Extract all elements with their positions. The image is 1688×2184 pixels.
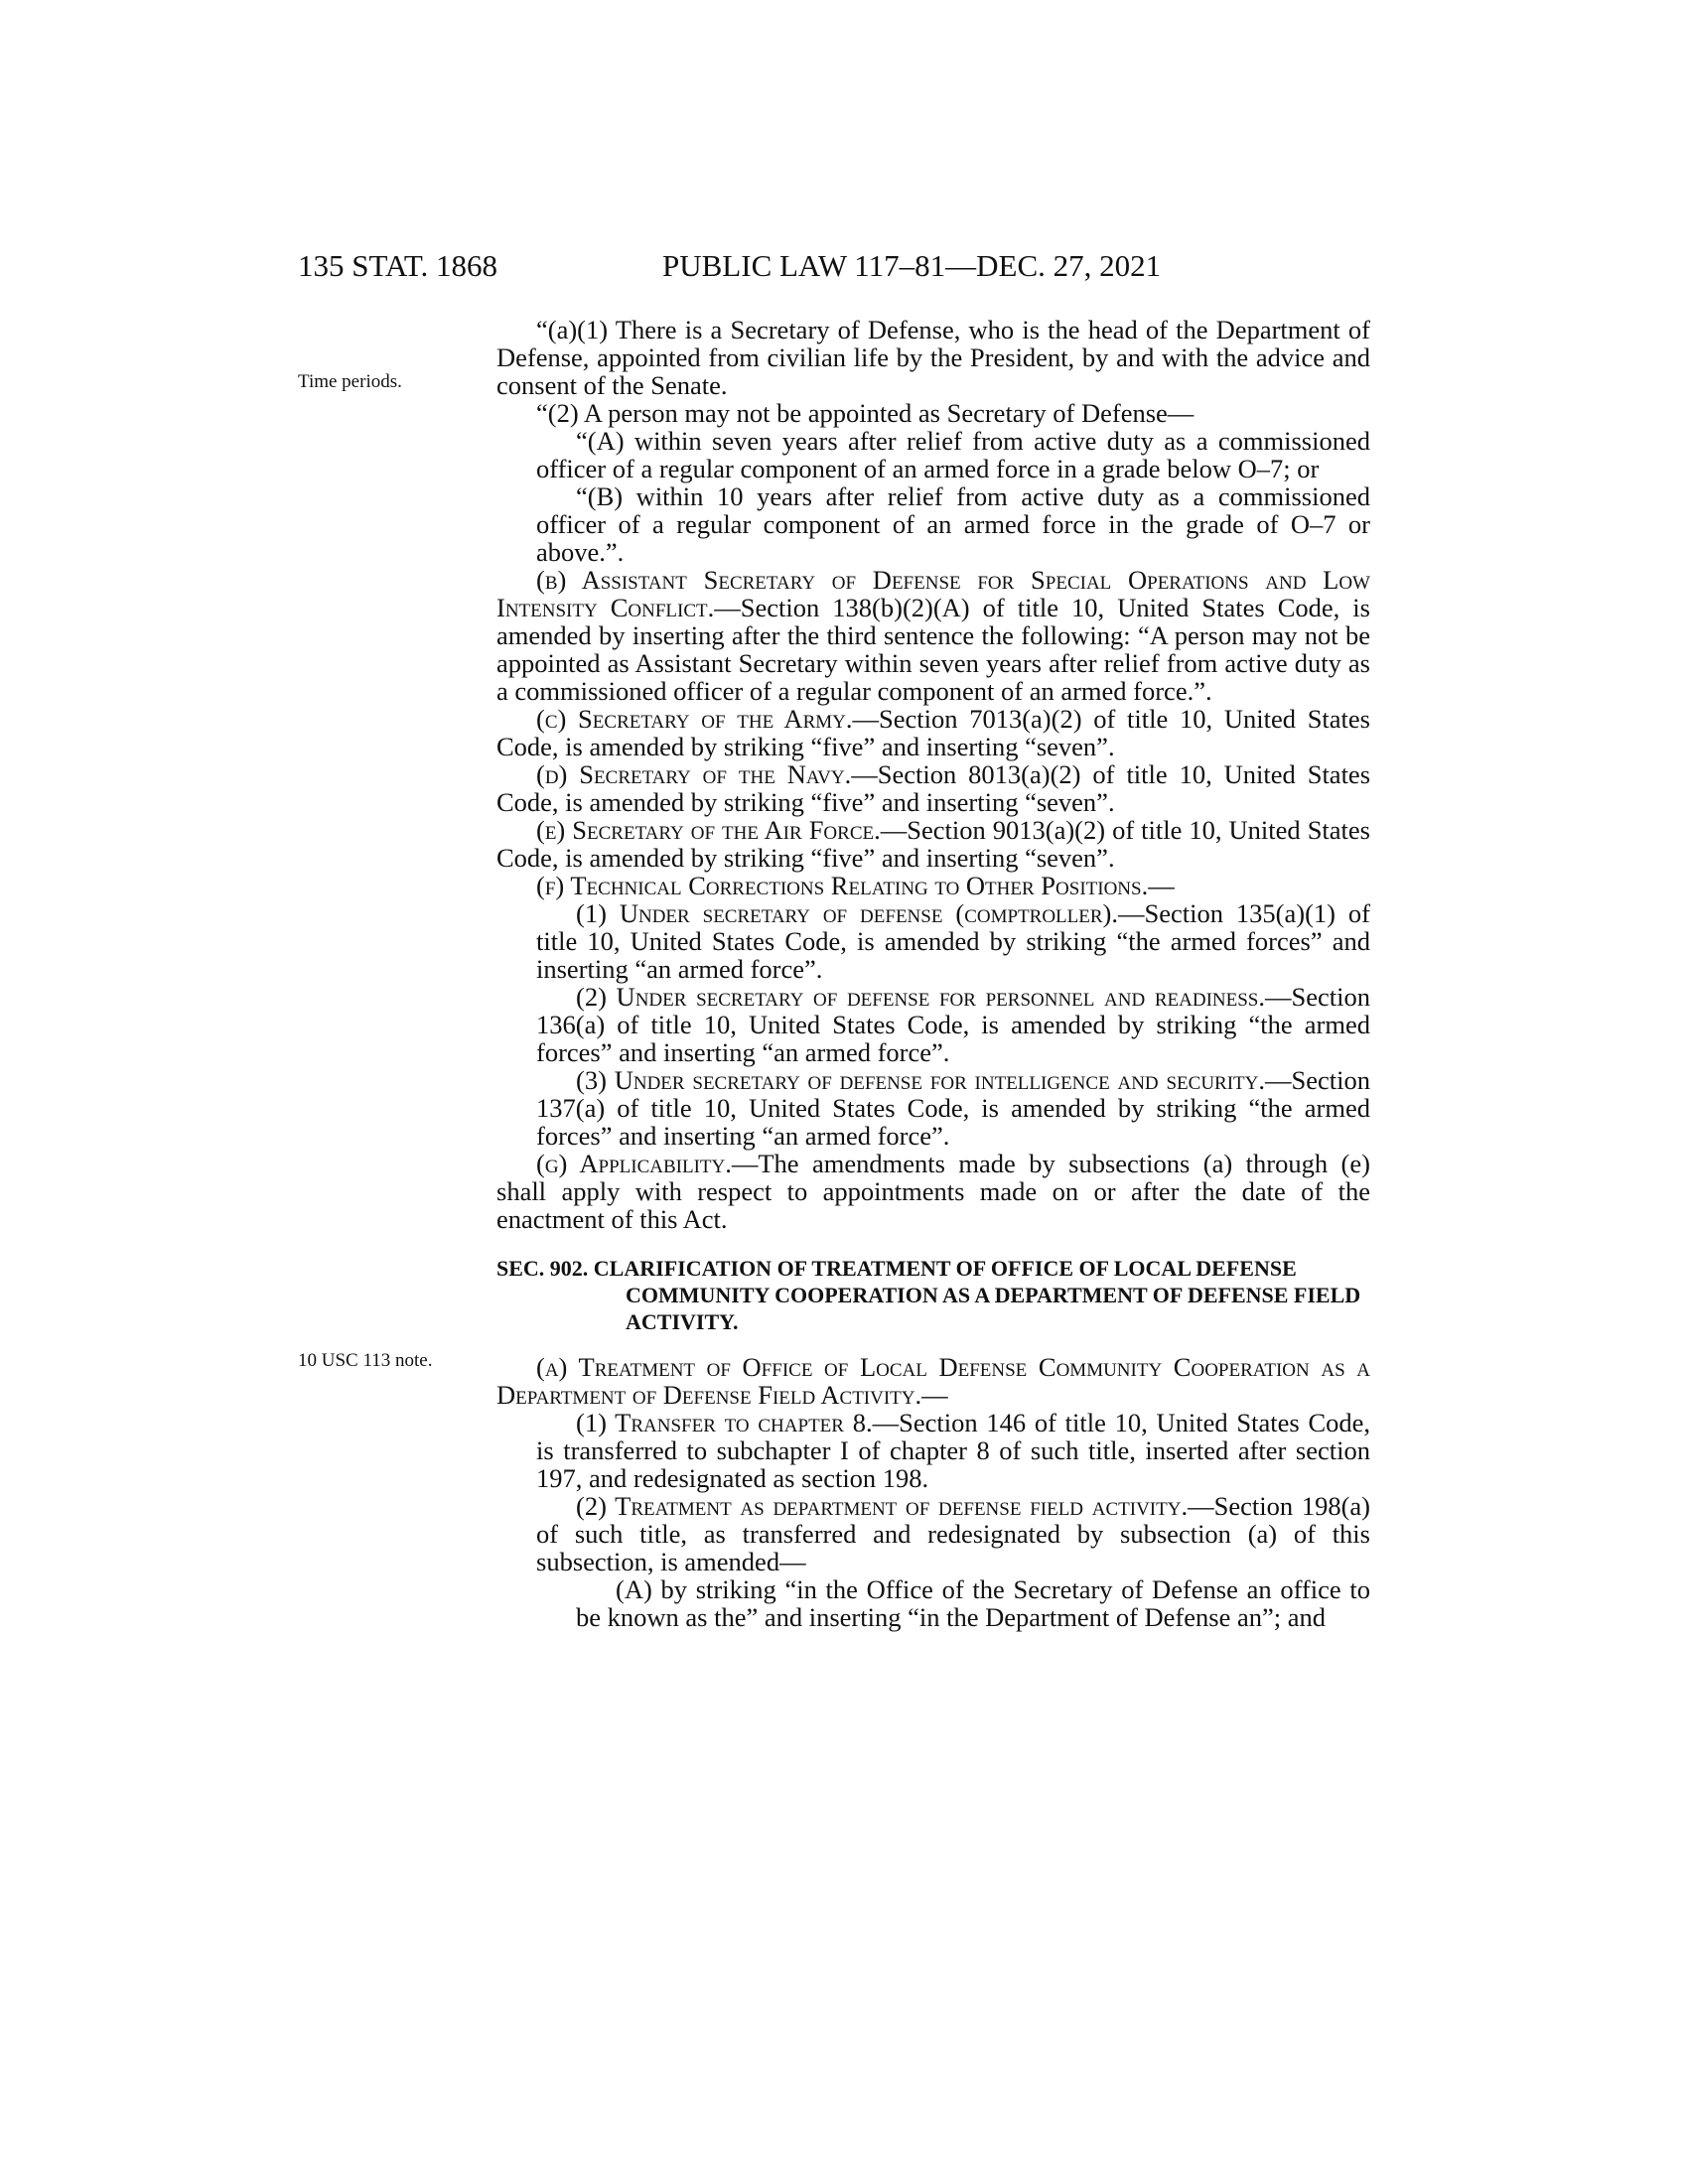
paragraph-f3-heading: (3) Under secretary of defense for intelligence and security. [576,1065,1265,1095]
paragraph-f1-heading: (1) Under secretary of defense (comptroller). [576,898,1119,928]
paragraph-a2B: “(B) within 10 years after relief from active duty as a commissioned officer of a regular component of an armed force in the grade of O–7 or above.”. [536,481,1370,567]
paragraph-b-heading: (b) Assistant Secretary of Defense for Special Operations and Low Intensity Conflict. [496,565,1370,622]
paragraph-f3-body: —Section 137(a) of title 10, United States Code, is amended by striking “the armed forces” and inserting “an armed force”. [536,1065,1370,1151]
paragraph-g-heading: (g) Applicability. [536,1149,732,1178]
paragraph-f2-body: —Section 136(a) of title 10, United States Code, is amended by striking “the armed forces” and inserting “an armed force”. [536,982,1370,1067]
paragraph-d-body: —Section 8013(a)(2) of title 10, United States Code, is amended by striking “five” and inserting “seven”. [496,759,1371,817]
main-text [496,316,1370,1631]
paragraph-c-body: —Section 7013(a)(2) of title 10, United States Code, is amended by striking “five” and inserting “seven”. [496,704,1370,761]
section-902-a1-heading: (1) Transfer to chapter 8. [576,1408,873,1437]
section-902-a-heading: (a) Treatment of Office of Local Defense Community Cooperation as a Department of Defense Field Activity.— [496,1352,1370,1410]
section-902-a1-body: —Section 146 of title 10, United States Code, is transferred to subchapter I of chapter 8 of such title, inserted after section 197, and redesignated as section 198. [536,1408,1371,1493]
paragraph-g-body: —The amendments made by subsections (a) through (e) shall apply with respect to appointments made on or after the date of the enactment of this Act. [496,1149,1370,1234]
paragraph-f3 [496,1066,1370,1150]
paragraph-e [496,816,1370,872]
section-902-paragraph-a2 [496,1492,1370,1575]
paragraph-f2 [496,983,1370,1066]
section-902-a2-heading: (2) Treatment as department of defense field activity. [576,1491,1189,1521]
paragraph-f-heading: (f) Technical Corrections Relating to Other Positions.— [536,871,1175,900]
paragraph-b [496,566,1370,705]
paragraph-b-body: —Section 138(b)(2)(A) of title 10, United States Code, is amended by inserting after the third sentence the following: “A person may not be appointed as Assistant Secretary within seven years after relief from active duty as a commissioned officer of a regular component of an armed force.”. [496,593,1370,706]
paragraph-c-heading: (c) Secretary of the Army. [536,704,853,734]
stat-page-number: 135 STAT. 1868 [298,248,498,283]
paragraph-f1-body: —Section 135(a)(1) of title 10, United States Code, is amended by striking “the armed forces” and inserting “an armed force”. [536,898,1371,984]
paragraph-a1: “(a)(1) There is a Secretary of Defense, who is the head of the Department of Defense, appointed from civilian life by the President, by and with the advice and consent of the Senate. [496,315,1370,400]
section-902-paragraph-a [496,1353,1370,1409]
paragraph-a2A: “(A) within seven years after relief from active duty as a commissioned officer of a regular component of an armed force in a grade below O–7; or [536,426,1370,483]
paragraph-e-heading: (e) Secretary of the Air Force. [536,815,881,845]
page-header [298,246,1370,286]
paragraph-e-body: —Section 9013(a)(2) of title 10, United States Code, is amended by striking “five” and inserting “seven”. [496,815,1370,873]
section-902-heading: SEC. 902. CLARIFICATION OF TREATMENT OF OFFICE OF LOCAL DEFENSE COMMUNITY COOPERATION AS A DEPARTMENT OF DEFENSE FIELD ACTIVITY. [496,1256,1361,1334]
paragraph-f2-heading: (2) Under secretary of defense for personnel and readiness. [576,982,1265,1012]
paragraph-g [496,1150,1370,1233]
margin-note-usc: 10 USC 113 note. [298,1350,433,1371]
paragraph-d-heading: (d) Secretary of the Navy. [536,759,852,789]
paragraph-f [496,872,1370,899]
paragraph-c [496,705,1370,760]
margin-note-time-periods: Time periods. [298,371,402,392]
paragraph-a2: “(2) A person may not be appointed as Secretary of Defense— [536,398,1195,428]
section-902-paragraph-a1 [496,1409,1370,1492]
paragraph-f1 [496,899,1370,983]
section-902-paragraph-a2A: (A) by striking “in the Office of the Secretary of Defense an office to be known as the” and inserting “in the Department of Defense an”; and [576,1574,1370,1632]
running-head: PUBLIC LAW 117–81—DEC. 27, 2021 [662,248,1162,283]
section-902-a2-body: —Section 198(a) of such title, as transferred and redesignated by subsection (a) of this subsection, is amended— [536,1491,1370,1576]
paragraph-d [496,760,1370,816]
